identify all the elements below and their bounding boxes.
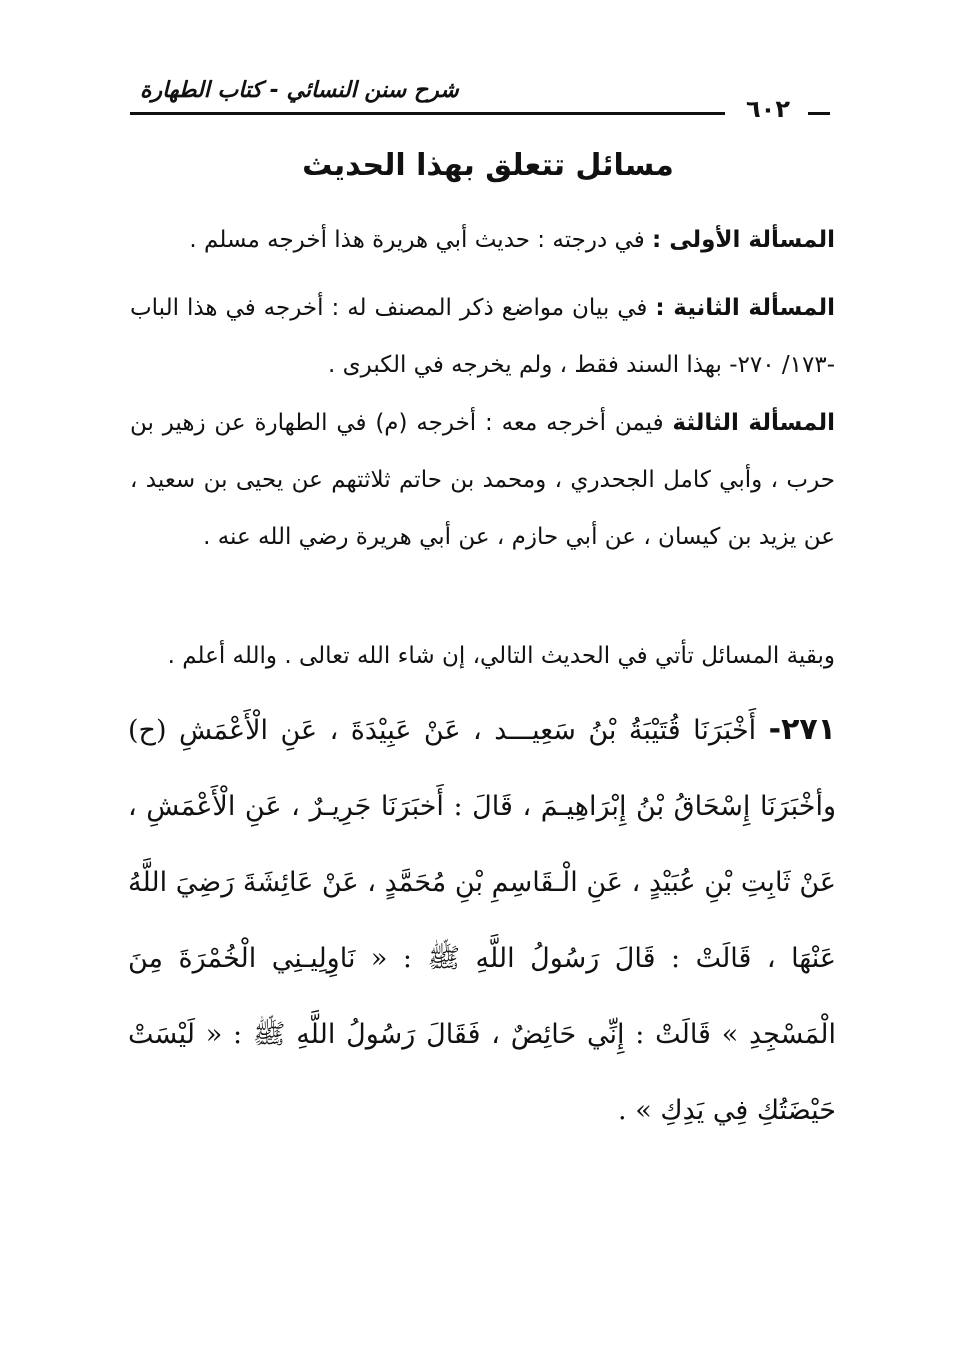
paragraph-first-issue [130,212,835,269]
hadith-text-block [128,692,836,1149]
header-rule [130,112,725,115]
paragraph-text: في درجته : حديث أبي هريرة هذا أخرجه مسلم . [189,227,652,253]
running-header-title: شرح سنن النسائي - كتاب الطهارة [140,78,459,103]
paragraph-remaining-issues [130,628,835,685]
paragraph-lead: المسألة الثانية : [655,295,836,321]
paragraph-third-issue [130,395,835,566]
hadith-text: أَخْبَرَنَا قُتَيْبَةُ بْنُ سَعِيـــد ، عَنْ عَبِيْدَةَ ، عَنِ الْأَعْمَشِ (ح) وأخْبَرَنَا إِسْحَاقُ بْنُ إِبْرَاهِيـمَ ، قَالَ : أَخبَرَنَا جَرِيـرٌ ، عَنِ الْأَعْمَشِ ، عَنْ ثَابِتِ بْنِ عُبَيْدٍ ، عَنِ الْـقَاسِمِ بْنِ مُحَمَّدٍ ، عَنْ عَائِشَةَ رَضِيَ اللَّهُ عَنْهَا ، قَالَتْ : قَالَ رَسُولُ اللَّهِ ﷺ : « نَاوِلِيـنِي الْخُمْرَةَ مِنَ الْمَسْجِدِ » قَالَتْ : إِنِّي حَائِضٌ ، فَقَالَ رَسُولُ اللَّهِ ﷺ : « لَيْسَتْ حَيْضَتُكِ فِي يَدِكِ » . [128,715,836,1126]
paragraph-second-issue [130,280,835,394]
header-rule-right [808,112,830,115]
paragraph-lead: المسألة الثالثة [672,410,835,436]
page-number: ٦٠٢ [746,95,790,123]
hadith-number: ٢٧١- [768,712,836,747]
paragraph-text: فيمن أخرجه معه : أخرجه (م) في الطهارة عن زهير بن حرب ، وأبي كامل الجحدري ، ومحمد بن حاتم ثلاثتهم عن يحيى بن سعيد ، عن يزيد بن كيسان ، عن أبي حازم ، عن أبي هريرة رضي الله عنه . [130,410,835,550]
paragraph-text: في بيان مواضع ذكر المصنف له : أخرجه في هذا الباب -١٧٣/ ٢٧٠- بهذا السند فقط ، ولم يخرجه في الكبرى . [130,295,835,378]
paragraph-lead: المسألة الأولى : [652,227,835,253]
paragraph-text: وبقية المسائل تأتي في الحديث التالي، إن شاء الله تعالى . والله أعلم . [167,643,835,669]
section-title: مسائل تتعلق بهذا الحديث [302,148,674,183]
